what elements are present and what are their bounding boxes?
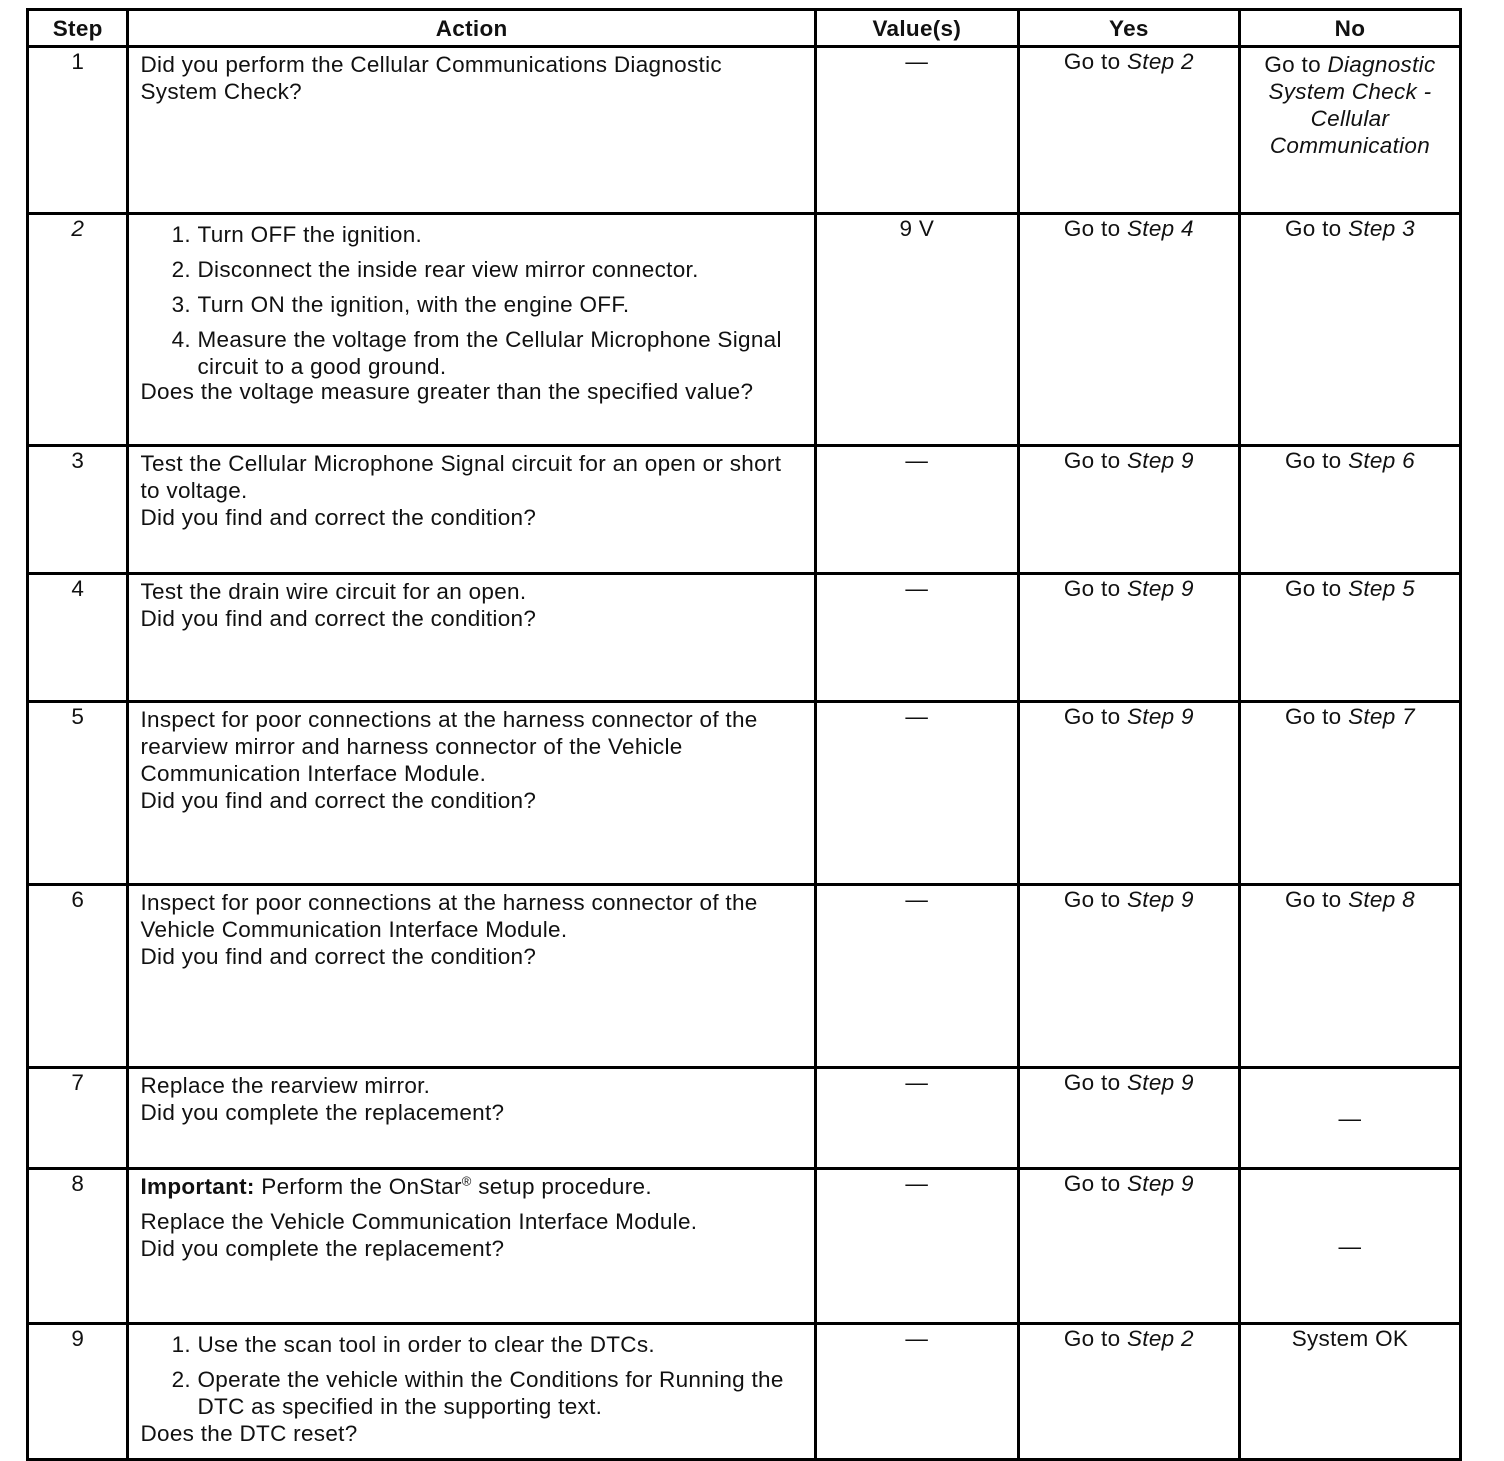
value-cell: —	[815, 885, 1018, 1068]
step-number: 9	[28, 1324, 128, 1460]
no-target-link[interactable]: Diagnostic System Check - Cellular Communication	[1268, 52, 1436, 158]
value-cell: —	[815, 47, 1018, 214]
action-question: Does the DTC reset?	[140, 1421, 358, 1446]
step-number: 6	[28, 885, 128, 1068]
yes-prefix: Go to	[1063, 887, 1121, 912]
table-row	[28, 1324, 1461, 1460]
no-target-link[interactable]: Step 7	[1348, 704, 1415, 729]
important-label: Important:	[140, 1174, 255, 1199]
value-cell: —	[815, 1068, 1018, 1169]
action-text: Test the Cellular Microphone Signal circuit for an open or short to voltage.	[140, 451, 782, 503]
action-question: Did you find and correct the condition?	[140, 606, 537, 631]
yes-target-link[interactable]: Step 9	[1126, 1171, 1194, 1196]
no-cell: System OK	[1239, 1324, 1460, 1460]
action-step-item: 1. Use the scan tool in order to clear the DTCs.	[197, 1331, 803, 1358]
table-row	[28, 574, 1461, 702]
no-target-link[interactable]: Step 5	[1348, 576, 1415, 601]
diagnostic-table	[26, 8, 1462, 1461]
yes-target-link[interactable]: Step 9	[1126, 448, 1194, 473]
table-row	[28, 214, 1461, 446]
important-text: Perform the OnStar	[261, 1174, 462, 1199]
table-row	[28, 702, 1461, 885]
no-prefix: Go to	[1284, 887, 1342, 912]
action-cell	[128, 446, 815, 574]
action-steps-list	[140, 221, 803, 380]
no-cell	[1239, 702, 1460, 885]
yes-prefix: Go to	[1063, 704, 1121, 729]
action-question: Did you find and correct the condition?	[140, 944, 537, 969]
value-cell: —	[815, 702, 1018, 885]
yes-target-link[interactable]: Step 9	[1126, 887, 1194, 912]
action-text: Did you perform the Cellular Communications Diagnostic System Check?	[140, 52, 722, 104]
no-prefix: Go to	[1284, 448, 1342, 473]
no-cell: —	[1239, 1169, 1460, 1324]
yes-cell	[1018, 47, 1239, 214]
value-cell: —	[815, 574, 1018, 702]
action-cell	[128, 574, 815, 702]
yes-target-link[interactable]: Step 9	[1126, 704, 1194, 729]
yes-target-link[interactable]: Step 9	[1126, 1070, 1194, 1095]
no-target-link[interactable]: Step 8	[1348, 887, 1415, 912]
important-tail: setup procedure.	[478, 1174, 652, 1199]
yes-target-link[interactable]: Step 4	[1126, 216, 1194, 241]
no-prefix: Go to	[1284, 216, 1342, 241]
value-cell: —	[815, 446, 1018, 574]
action-question: Does the voltage measure greater than the specified value?	[140, 379, 754, 404]
no-target-link[interactable]: Step 6	[1348, 448, 1415, 473]
yes-prefix: Go to	[1063, 216, 1121, 241]
action-text: Replace the rearview mirror.	[140, 1073, 431, 1098]
action-cell	[128, 1324, 815, 1460]
table-row	[28, 47, 1461, 214]
yes-cell	[1018, 574, 1239, 702]
action-step-item: 1. Turn OFF the ignition.	[197, 221, 803, 248]
action-cell	[128, 702, 815, 885]
yes-prefix: Go to	[1063, 1326, 1121, 1351]
no-prefix: Go to	[1284, 576, 1342, 601]
value-cell: 9 V	[815, 214, 1018, 446]
action-cell	[128, 214, 815, 446]
step-number: 7	[28, 1068, 128, 1169]
yes-cell	[1018, 214, 1239, 446]
no-cell	[1239, 446, 1460, 574]
no-cell: —	[1239, 1068, 1460, 1169]
action-step-item: 2. Operate the vehicle within the Conditions for Running the DTC as specified in the supporting text.	[197, 1366, 803, 1420]
yes-prefix: Go to	[1063, 1070, 1121, 1095]
action-question: Did you find and correct the condition?	[140, 505, 537, 530]
yes-cell	[1018, 702, 1239, 885]
no-prefix: Go to	[1284, 704, 1342, 729]
action-text: Replace the Vehicle Communication Interface Module.	[140, 1209, 698, 1234]
action-text: Inspect for poor connections at the harness connector of the Vehicle Communication Interface Module.	[140, 890, 758, 942]
no-cell	[1239, 47, 1460, 214]
yes-cell	[1018, 1169, 1239, 1324]
yes-prefix: Go to	[1063, 576, 1121, 601]
no-prefix: Go to	[1264, 52, 1321, 77]
value-cell: —	[815, 1169, 1018, 1324]
action-text: Test the drain wire circuit for an open.	[140, 579, 527, 604]
yes-target-link[interactable]: Step 2	[1126, 1326, 1194, 1351]
action-step-item: 2. Disconnect the inside rear view mirror connector.	[197, 256, 803, 283]
yes-target-link[interactable]: Step 2	[1126, 49, 1194, 74]
header-no: No	[1239, 10, 1460, 47]
yes-cell	[1018, 1068, 1239, 1169]
step-number: 8	[28, 1169, 128, 1324]
action-question: Did you find and correct the condition?	[140, 788, 537, 813]
yes-prefix: Go to	[1063, 1171, 1121, 1196]
no-cell	[1239, 885, 1460, 1068]
action-cell	[128, 885, 815, 1068]
yes-cell	[1018, 1324, 1239, 1460]
header-action: Action	[128, 10, 815, 47]
no-cell	[1239, 574, 1460, 702]
step-number: 3	[28, 446, 128, 574]
action-question: Did you complete the replacement?	[140, 1236, 505, 1261]
no-target-link[interactable]: Step 3	[1348, 216, 1415, 241]
action-cell	[128, 1068, 815, 1169]
table-row	[28, 885, 1461, 1068]
important-note	[140, 1173, 803, 1200]
yes-cell	[1018, 885, 1239, 1068]
step-number: 4	[28, 574, 128, 702]
action-cell	[128, 47, 815, 214]
action-step-item: 4. Measure the voltage from the Cellular Microphone Signal circuit to a good ground.	[197, 326, 803, 380]
yes-prefix: Go to	[1063, 49, 1121, 74]
registered-mark: ®	[461, 1173, 472, 1189]
action-text: Inspect for poor connections at the harness connector of the rearview mirror and harness connector of the Vehicle Communication Interface Module.	[140, 707, 758, 786]
header-yes: Yes	[1018, 10, 1239, 47]
yes-target-link[interactable]: Step 9	[1126, 576, 1194, 601]
action-question: Did you complete the replacement?	[140, 1100, 505, 1125]
step-number: 2	[28, 214, 128, 446]
step-number: 1	[28, 47, 128, 214]
action-steps-list	[140, 1331, 803, 1420]
no-cell	[1239, 214, 1460, 446]
yes-cell	[1018, 446, 1239, 574]
action-step-item: 3. Turn ON the ignition, with the engine OFF.	[197, 291, 803, 318]
yes-prefix: Go to	[1063, 448, 1121, 473]
header-values: Value(s)	[815, 10, 1018, 47]
value-cell: —	[815, 1324, 1018, 1460]
table-row	[28, 446, 1461, 574]
step-number: 5	[28, 702, 128, 885]
action-cell	[128, 1169, 815, 1324]
header-row	[28, 10, 1461, 47]
table-row	[28, 1169, 1461, 1324]
header-step: Step	[28, 10, 128, 47]
table-row	[28, 1068, 1461, 1169]
